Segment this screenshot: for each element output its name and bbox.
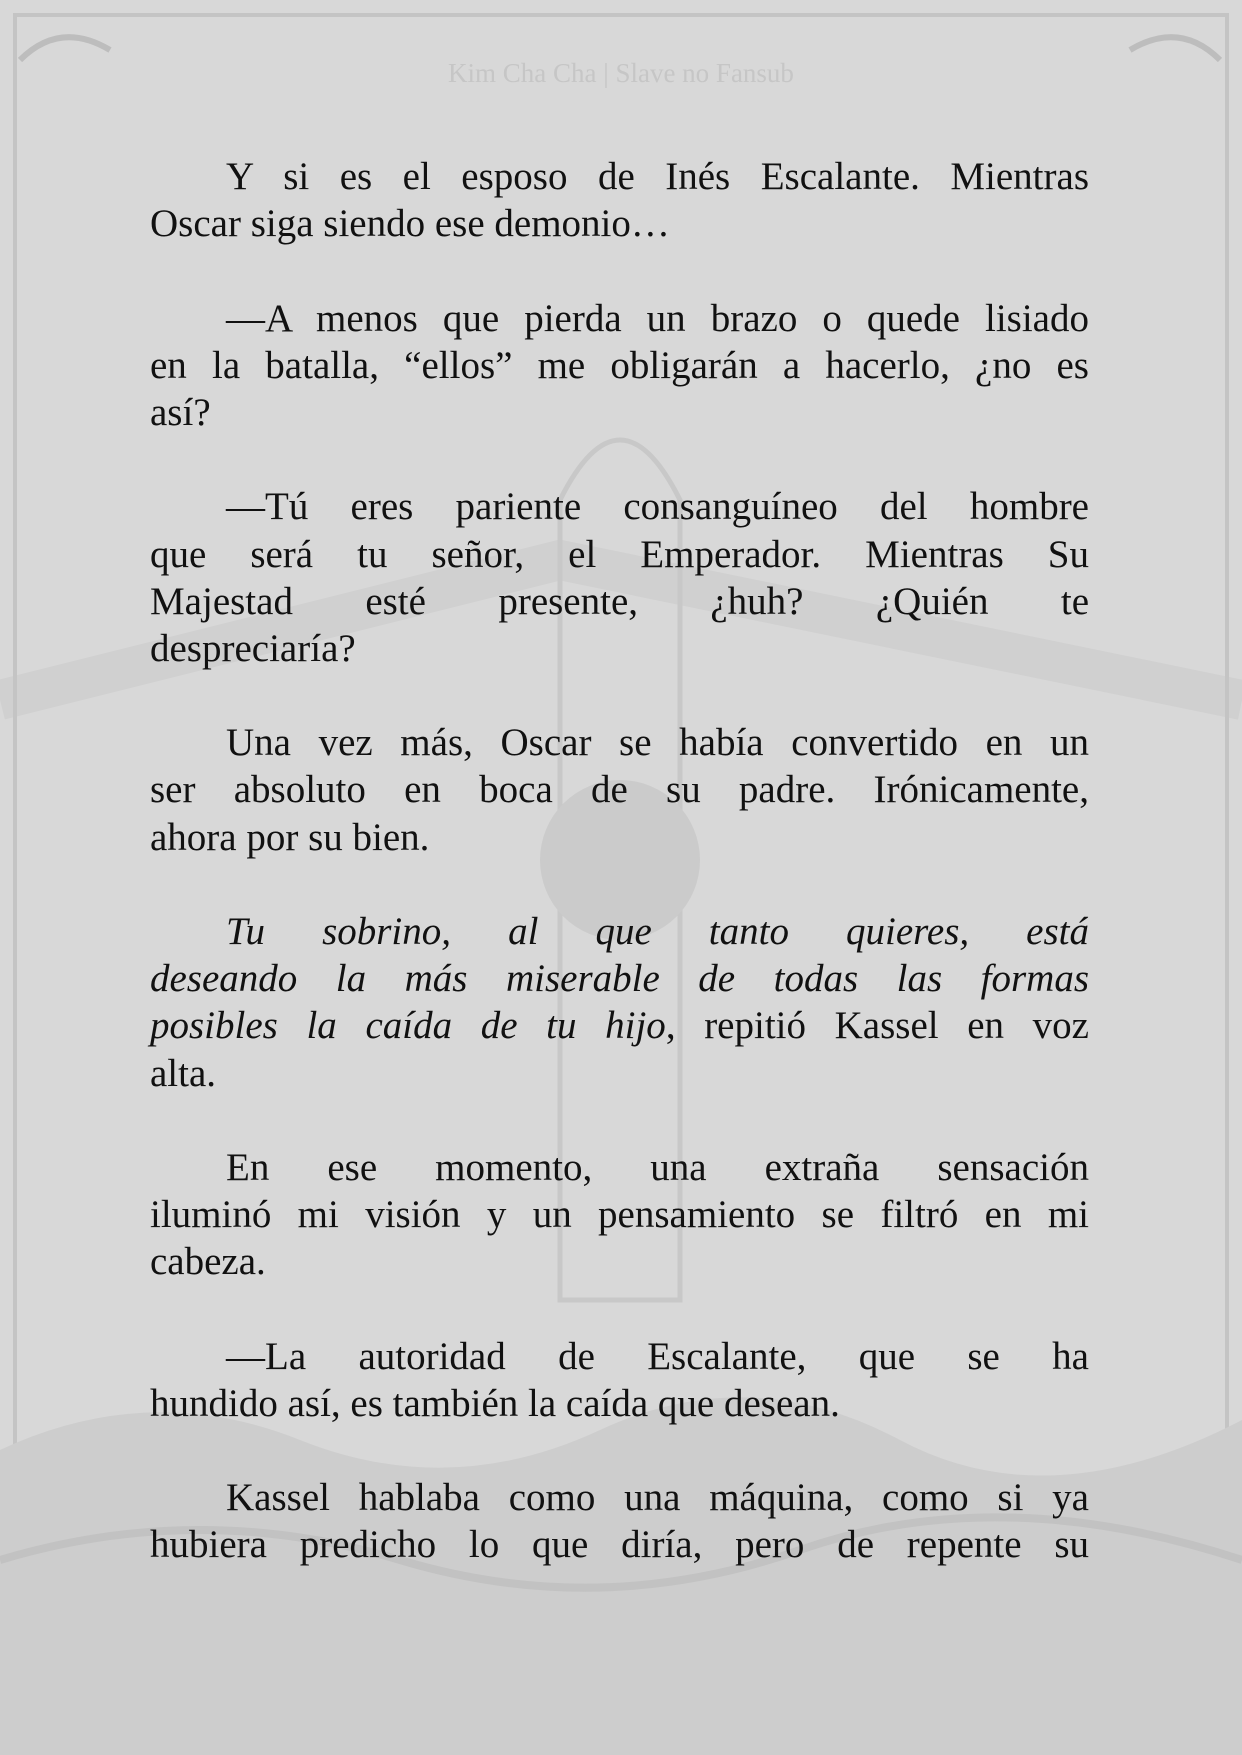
paragraph — [150, 1144, 1089, 1286]
text-line: Una vez más, Oscar se había convertido en un — [226, 721, 1089, 765]
text-line — [150, 955, 1089, 1002]
italic-text: deseando la más miserable de todas las formas — [150, 957, 1089, 1001]
text-line: —Tú eres pariente consanguíneo del hombre — [226, 485, 1089, 529]
paragraph — [150, 153, 1089, 247]
text-line: iluminó mi visión y un pensamiento se filtró en mi — [150, 1193, 1089, 1237]
text-line: Oscar siga siendo ese demonio… — [150, 202, 670, 246]
text-line: cabeza. — [150, 1240, 266, 1284]
paragraph — [150, 908, 1089, 1097]
text-line: alta. — [150, 1051, 217, 1095]
text-line: que será tu señor, el Emperador. Mientras Su — [150, 532, 1089, 576]
text-line: En ese momento, una extraña sensación — [226, 1145, 1089, 1189]
paragraph — [150, 719, 1089, 861]
paragraph — [150, 1333, 1089, 1427]
text-line: despreciaría? — [150, 626, 356, 670]
text-line — [150, 1002, 1089, 1049]
italic-text: posibles la caída de tu hijo — [150, 1004, 666, 1048]
italic-text: Tu sobrino, al que tanto quieres, está — [226, 910, 1089, 953]
regular-text: , repitió Kassel en voz — [665, 1004, 1089, 1048]
text-line — [150, 908, 1089, 955]
text-line: —La autoridad de Escalante, que se ha — [226, 1334, 1089, 1378]
text-line: así? — [150, 390, 211, 434]
text-line: hubiera predicho lo que diría, pero de repente su — [150, 1523, 1089, 1567]
paragraph — [150, 295, 1089, 437]
paragraph — [150, 1474, 1089, 1568]
watermark-header: Kim Cha Cha | Slave no Fansub — [448, 58, 794, 88]
text-line: hundido así, es también la caída que desean. — [150, 1381, 840, 1425]
document-body — [150, 153, 1089, 1569]
paragraph — [150, 483, 1089, 672]
text-line: Majestad esté presente, ¿huh? ¿Quién te — [150, 579, 1089, 623]
text-line: Kassel hablaba como una máquina, como si ya — [226, 1476, 1089, 1520]
text-line: Y si es el esposo de Inés Escalante. Mientras — [226, 155, 1089, 198]
text-line: ahora por su bien. — [150, 815, 430, 859]
text-line: ser absoluto en boca de su padre. Irónicamente, — [150, 768, 1089, 812]
text-line: —A menos que pierda un brazo o quede lisiado — [226, 296, 1089, 340]
text-line: en la batalla, “ellos” me obligarán a hacerlo, ¿no es — [150, 343, 1089, 387]
